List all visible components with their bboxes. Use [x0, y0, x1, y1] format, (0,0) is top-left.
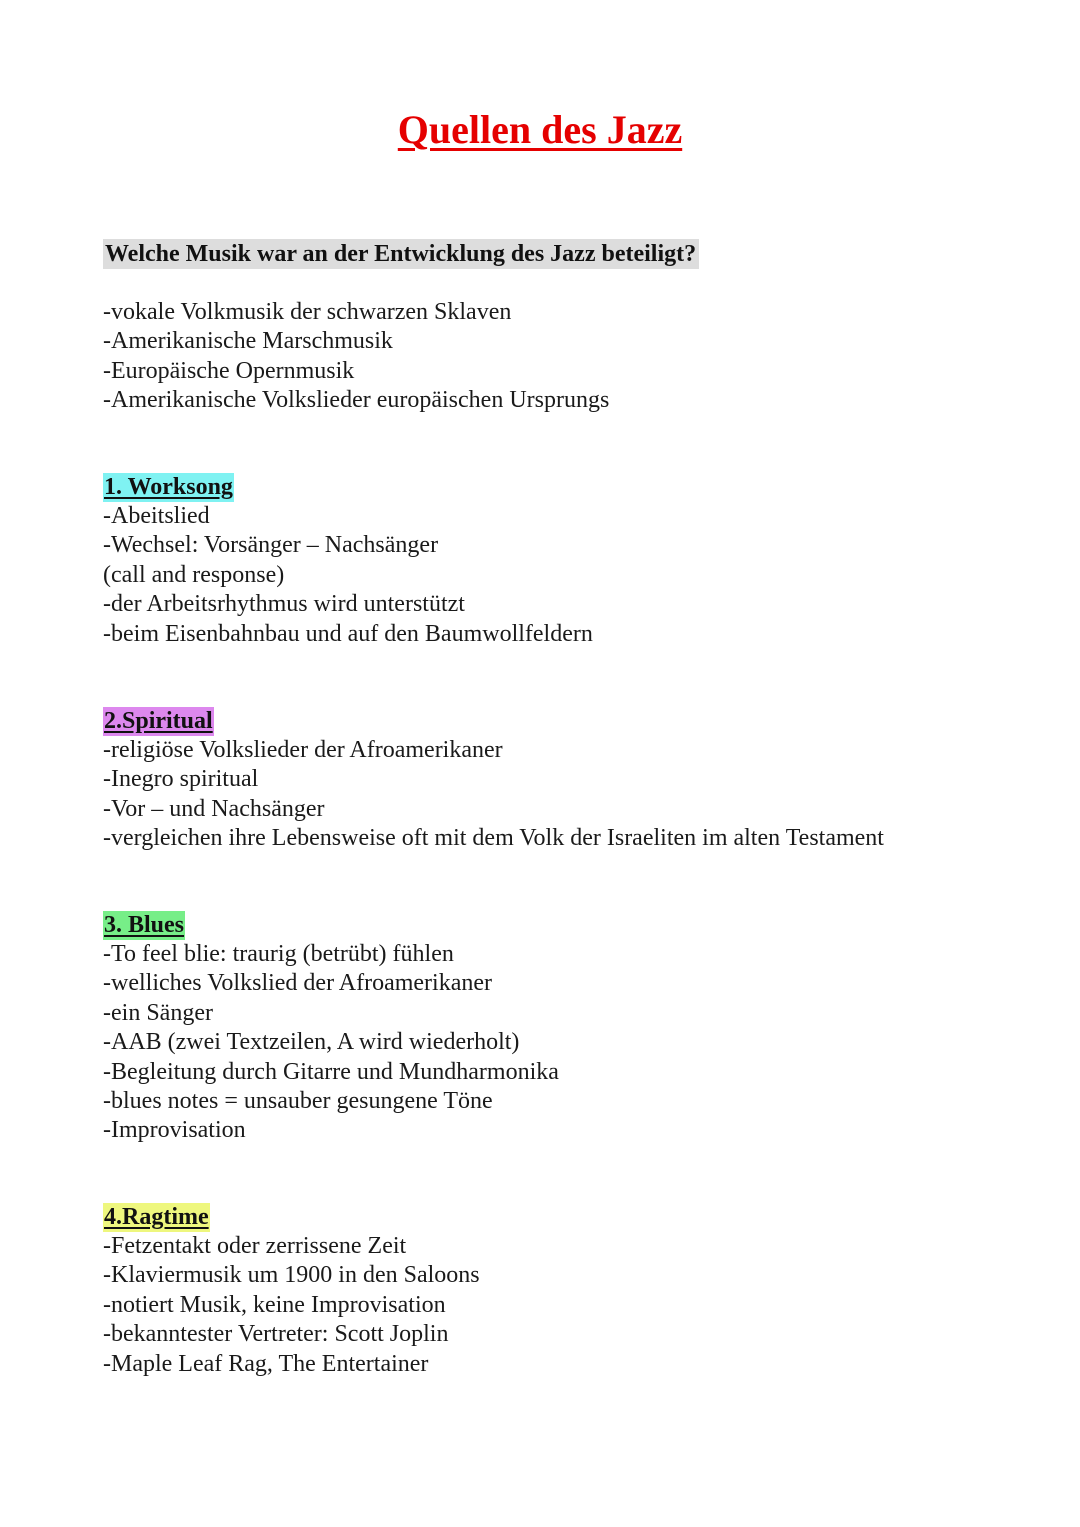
list-item: -Vor – und Nachsänger [103, 795, 325, 822]
list-item: -der Arbeitsrhythmus wird unterstützt [103, 591, 465, 618]
list-item: -Begleitung durch Gitarre und Mundharmonika [103, 1058, 559, 1085]
list-item: -vergleichen ihre Lebensweise oft mit dem Volk der Israeliten im alten Testament [103, 825, 884, 852]
list-item: -Fetzentakt oder zerrissene Zeit [103, 1233, 407, 1259]
list-item: -beim Eisenbahnbau und auf den Baumwollfeldern [103, 620, 593, 647]
list-item: -welliches Volkslied der Afroamerikaner [103, 970, 492, 997]
section-ragtime [103, 1203, 480, 1379]
list-item: -AAB (zwei Textzeilen, A wird wiederholt) [103, 1029, 520, 1056]
list-item: -Wechsel: Vorsänger – Nachsänger [103, 532, 439, 559]
section-lines [103, 736, 884, 854]
list-item: -vokale Volkmusik der schwarzen Sklaven [103, 299, 512, 325]
list-item: -religiöse Volkslieder der Afroamerikaner [103, 737, 503, 763]
section-lines [103, 502, 593, 649]
list-item: -Europäische Opernmusik [103, 357, 355, 384]
list-item: -blues notes = unsauber gesungene Töne [103, 1088, 493, 1115]
list-item: -To feel blie: traurig (betrübt) fühlen [103, 941, 454, 967]
list-item: -Amerikanische Marschmusik [103, 328, 393, 355]
list-item: -Improvisation [103, 1117, 246, 1144]
list-item: -bekanntester Vertreter: Scott Joplin [103, 1321, 449, 1348]
list-item: -Maple Leaf Rag, The Entertainer [103, 1350, 429, 1377]
question-heading: Welche Musik war an der Entwicklung des Jazz beteiligt? [103, 239, 699, 269]
section-heading-spiritual: 2.Spiritual [104, 708, 213, 734]
page-title: Quellen des Jazz [397, 107, 683, 152]
list-item: (call and response) [103, 561, 285, 588]
section-worksong [103, 473, 593, 649]
question-block [103, 239, 699, 269]
list-item: -Amerikanische Volkslieder europäischen Ursprungs [103, 387, 610, 414]
section-spiritual [103, 707, 884, 854]
section-heading-worksong: 1. Worksong [104, 474, 233, 500]
section-lines [103, 940, 559, 1146]
section-heading-blues: 3. Blues [104, 912, 185, 938]
list-item: -Abeitslied [103, 503, 210, 529]
list-item: -Klaviermusik um 1900 in den Saloons [103, 1262, 480, 1289]
list-item: -notiert Musik, keine Improvisation [103, 1291, 446, 1318]
list-item: -Inegro spiritual [103, 766, 259, 793]
list-item: -ein Sänger [103, 999, 213, 1026]
section-lines [103, 1232, 480, 1379]
sources-list [103, 298, 609, 416]
section-heading-ragtime: 4.Ragtime [104, 1204, 209, 1230]
section-blues [103, 911, 559, 1146]
